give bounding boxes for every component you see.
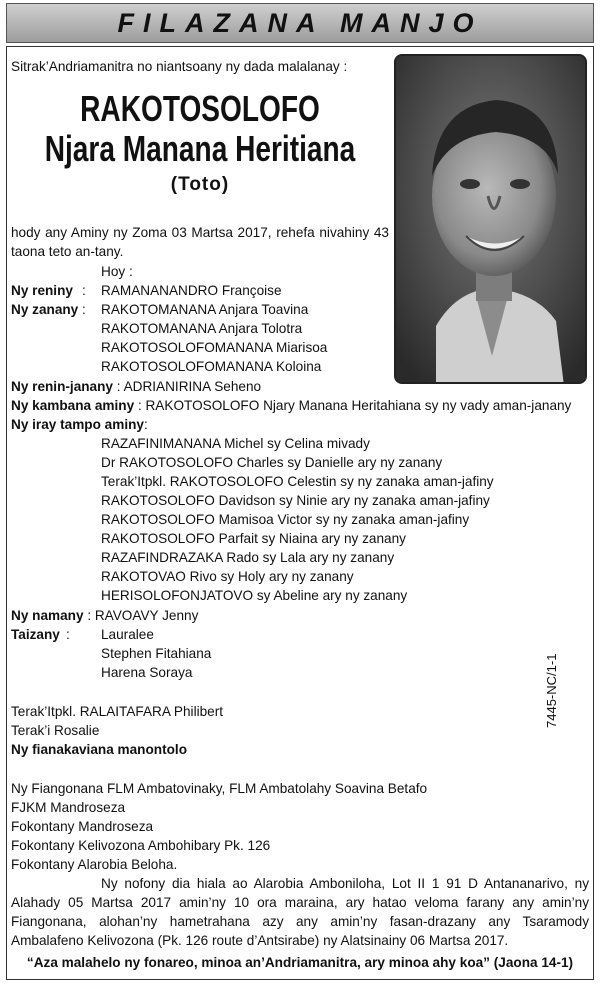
church-item: Fokontany Mandroseza: [11, 819, 154, 834]
siblings-sep: :: [143, 417, 148, 432]
twin-label: Ny kambana aminy: [11, 398, 135, 413]
funeral-paragraph: Ny nofony dia hiala ao Alarobia Amboniloha, Lot II 1 91 D Antananarivo, ny Alahady 05 Martsa 2017 amin’ny 10 ora maraina, ary hatao veloma farany any amin’ny Fiangonana, alohan’ny hametrahana azy any amin’ny fasan-drazany any Tsaramody Ambalafeno Kelivozona (Pk. 126 route d’Antsirabe) ny Alatsinainy 06 Martsa 2017.: [11, 876, 589, 948]
mother-sep: :: [82, 283, 86, 298]
siblings-label: Ny iray tampo aminy: [11, 417, 144, 432]
church-item: Fokontany Kelivozona Ambohibary Pk. 126: [11, 838, 271, 853]
siblings-line: [11, 415, 148, 434]
sibling-item: RAZAFINDRAZAKA Rado sy Lala ary ny zanany: [101, 550, 395, 565]
portrait-image: [396, 56, 587, 384]
sibling-item: RAKOTOVAO Rivo sy Holy ary ny zanany: [101, 569, 354, 584]
children-sep: :: [82, 302, 86, 317]
friend-label: Ny namany: [11, 608, 84, 623]
other-relative: Terak’Itpkl. RALAITAFARA Philibert: [11, 704, 224, 719]
sibling-item: RAKOTOSOLOFO Davidson sy Ninie ary ny zanaka aman-jafiny: [101, 493, 490, 508]
church-item: FJKM Mandroseza: [11, 800, 126, 815]
sibling-item: HERISOLOFONJATOVO sy Abeline ary ny zanany: [101, 588, 408, 603]
child-item: RAKOTOSOLOFOMANANA Miarisoa: [101, 340, 328, 355]
children-mother-line: [11, 377, 261, 396]
mother-name: RAMANANANDRO Françoise: [101, 283, 282, 298]
ad-code: 7445-NC/1-1: [544, 653, 559, 728]
children-mother-name: : ADRIANIRINA Seheno: [116, 379, 262, 394]
foster-sep: :: [66, 627, 70, 642]
children-mother-label: Ny renin-janany: [11, 379, 113, 394]
mother-label: Ny reniny: [11, 283, 73, 298]
whole-family: Ny fianakaviana manontolo: [11, 742, 188, 757]
hoy-label: Hoy :: [101, 264, 133, 279]
children-label: Ny zanany: [11, 302, 79, 317]
death-notice: hody any Aminy ny Zoma 03 Martsa 2017, rehefa nivahiny 43 taona teto an-tany.: [11, 225, 389, 259]
twin-line: [11, 396, 571, 415]
deceased-nickname: (Toto): [170, 174, 230, 195]
sibling-item: Terak’Itpkl. RAKOTOSOLOFO Celestin sy ny zanaka aman-jafiny: [101, 474, 494, 489]
header-banner: [6, 3, 594, 43]
deceased-given-names: Njara Manana Heritiana: [44, 128, 356, 169]
twin-name: : RAKOTOSOLOFO Njary Manana Heritahiana sy ny vady aman-janany: [137, 398, 572, 413]
header-title: FILAZANA MANJO: [117, 7, 483, 38]
sibling-item: RAKOTOSOLOFO Mamisoa Victor sy ny zanaka aman-jafiny: [101, 512, 470, 527]
child-item: RAKOTOMANANA Anjara Tolotra: [101, 321, 303, 336]
deceased-surname: RAKOTOSOLOFO: [80, 88, 320, 129]
other-relative: Terak’i Rosalie: [11, 723, 100, 738]
child-item: RAKOTOSOLOFOMANANA Koloina: [101, 359, 322, 374]
sibling-item: Dr RAKOTOSOLOFO Charles sy Danielle ary ny zanany: [101, 455, 443, 470]
church-item: Fokontany Alarobia Beloha.: [11, 857, 178, 872]
foster-item: Harena Soraya: [101, 665, 193, 680]
friend-name: : RAVOAVY Jenny: [87, 608, 199, 623]
foster-item: Lauralee: [101, 627, 154, 642]
child-item: RAKOTOMANANA Anjara Toavina: [101, 302, 309, 317]
friend-line: [11, 606, 198, 625]
foster-label: Taizany: [11, 627, 60, 642]
portrait-photo: [394, 54, 587, 384]
sibling-item: RAKOTOSOLOFO Parfait sy Niaina ary ny zanany: [101, 531, 406, 546]
intro-line: Sitrak’Andriamanitra no niantsoany ny dada malalanay :: [11, 59, 348, 74]
bible-quote: “Aza malahelo ny fonareo, minoa an’Andriamanitra, ary minoa ahy koa” (Jaona 14-1): [26, 955, 574, 970]
church-item: Ny Fiangonana FLM Ambatovinaky, FLM Ambatolahy Soavina Betafo: [11, 781, 428, 796]
foster-item: Stephen Fitahiana: [101, 646, 212, 661]
sibling-item: RAZAFINIMANANA Michel sy Celina mivady: [101, 436, 370, 451]
